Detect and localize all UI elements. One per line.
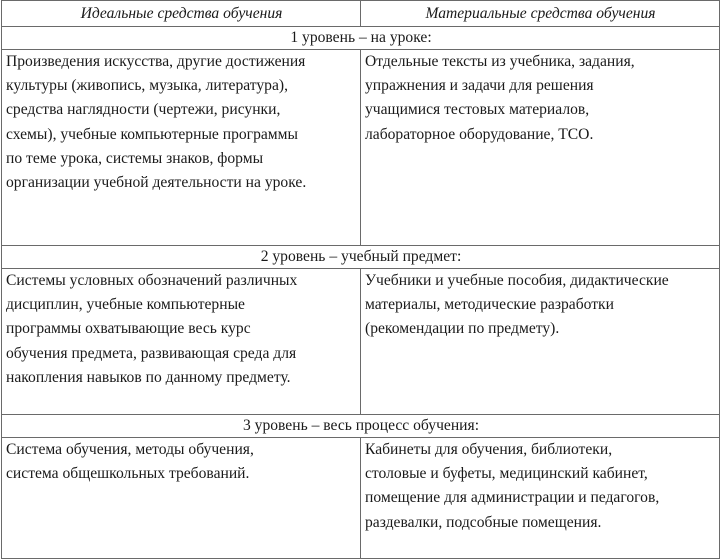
level-1-title: 1 уровень – на уроке: [2,27,720,50]
level-1-material-text: Отдельные тексты из учебника, задания, упражнения и задачи для решения учащимися тестовых материалов, лабораторное оборудование, ТСО. [365,53,635,143]
header-ideal-means: Идеальные средства обучения [2,1,361,27]
level-3-content-row [2,438,720,559]
level-3-ideal-cell [2,438,361,559]
level-1-material-cell [361,50,720,246]
table-header-row [2,1,720,27]
level-2-ideal-text: Системы условных обозначений различных дисциплин, учебные компьютерные программы охватывающие весь курс обучения предмета, развивающая среда для накопления навыков по данному предмету. [6,272,298,386]
level-1-ideal-text: Произведения искусства, другие достижения культуры (живопись, музыка, литература), средства наглядности (чертежи, рисунки, схемы), учебные компьютерные программы по теме урока, системы знаков, формы организации учебной деятельности на уроке. [6,53,307,192]
level-3-ideal-text: Система обучения, методы обучения, система общешкольных требований. [6,441,254,483]
level-1-title-row [2,27,720,50]
level-2-content-row [2,269,720,415]
level-1-content-row [2,50,720,246]
teaching-means-table [1,0,720,559]
level-3-material-cell [361,438,720,559]
level-1-ideal-cell [2,50,361,246]
level-3-title: 3 уровень – весь процесс обучения: [2,415,720,438]
level-3-title-row [2,415,720,438]
level-2-ideal-cell [2,269,361,415]
level-2-material-text: Учебники и учебные пособия, дидактические материалы, методические разработки (рекомендации по предмету). [365,272,669,338]
level-2-material-cell [361,269,720,415]
level-3-material-text: Кабинеты для обучения, библиотеки, столовые и буфеты, медицинский кабинет, помещение для администрации и педагогов, раздевалки, подсобные помещения. [365,441,660,531]
level-2-title: 2 уровень – учебный предмет: [2,246,720,269]
level-2-title-row [2,246,720,269]
header-material-means: Материальные средства обучения [361,1,720,27]
